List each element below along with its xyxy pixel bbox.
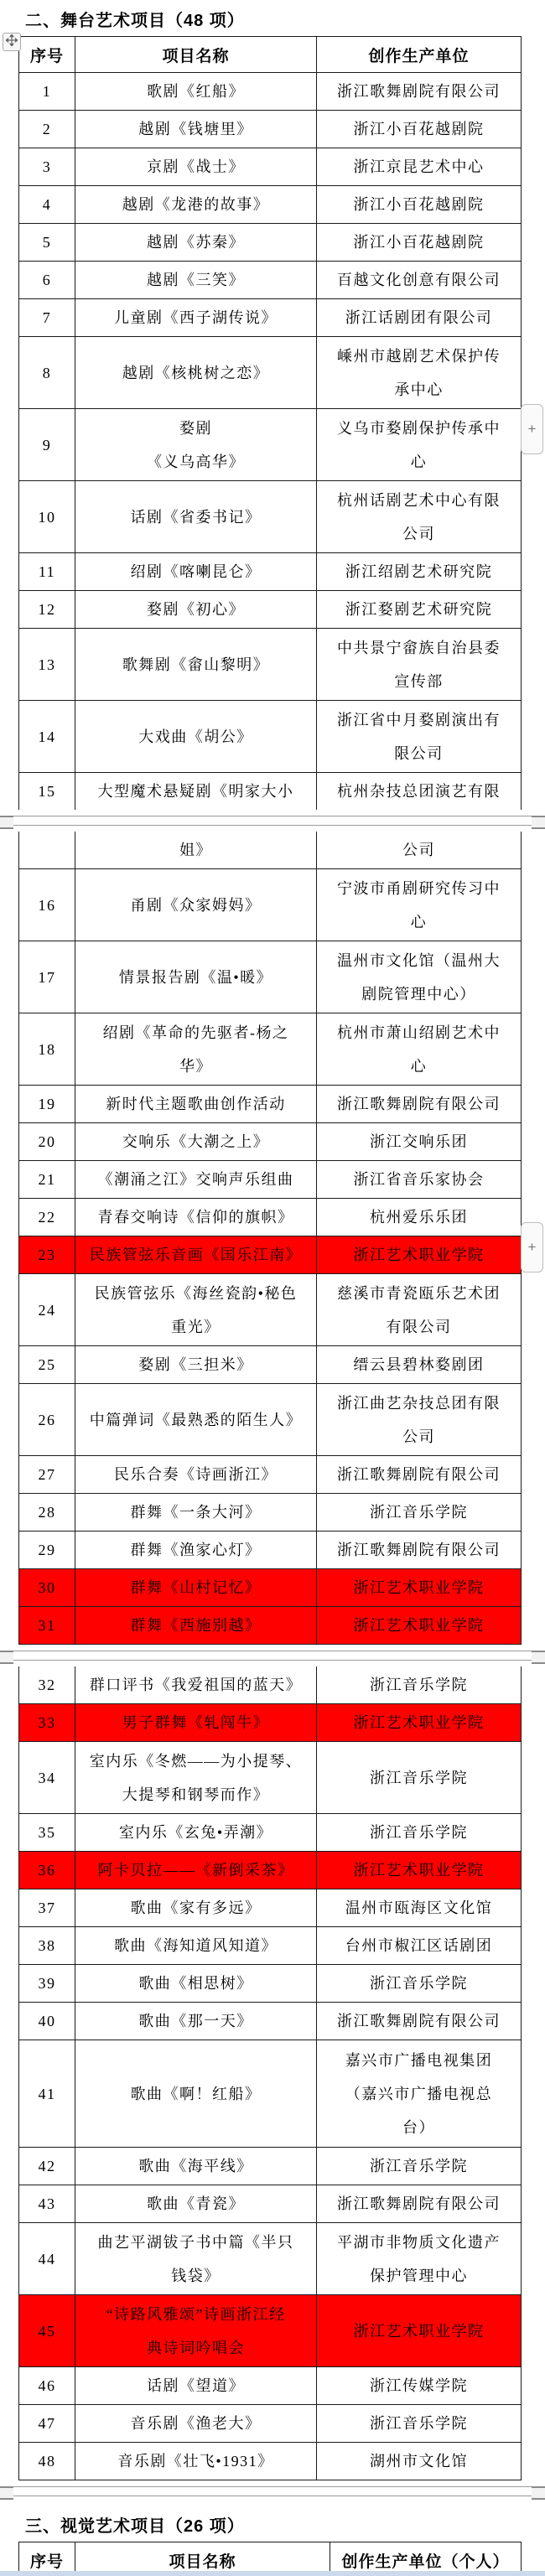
cell-serial: 4 <box>42 196 52 213</box>
cell-project-name: 话剧《望道》 <box>75 2367 316 2404</box>
table-row <box>18 1965 522 2003</box>
cell-project-name: 男子群舞《轧闯牛》 <box>75 1704 316 1741</box>
cell-project-name: 歌舞剧《畲山黎明》 <box>75 629 316 700</box>
cell-producer: 杭州市萧山绍剧艺术中 心 <box>316 1013 521 1085</box>
cell-producer: 浙江音乐学院 <box>316 1666 521 1703</box>
header-producer: 创作生产单位 <box>316 37 521 72</box>
cell-project-name: 歌曲《那一天》 <box>75 2003 316 2040</box>
table-row <box>18 1494 522 1532</box>
cell-producer: 台州市椒江区话剧团 <box>316 1927 521 1964</box>
cell-project-name: 京剧《战士》 <box>75 148 316 185</box>
cell-project-name: 大戏曲《胡公》 <box>75 701 316 772</box>
cell-project-name: 儿童剧《西子湖传说》 <box>75 299 316 336</box>
cell-producer: 浙江小百花越剧院 <box>316 224 521 261</box>
table-row <box>18 629 522 701</box>
cell-serial: 21 <box>38 1171 56 1188</box>
cell-project-name: 新时代主题歌曲创作活动 <box>75 1086 316 1122</box>
cell-serial: 10 <box>38 508 56 526</box>
table-row <box>18 1569 522 1607</box>
cell-producer: 杭州话剧艺术中心有限 公司 <box>316 481 521 552</box>
cell-serial: 22 <box>38 1209 56 1226</box>
cell-project-name: 《潮涌之江》交响声乐组曲 <box>75 1161 316 1198</box>
cell-serial: 6 <box>42 272 52 288</box>
cell-producer: 浙江婺剧艺术研究院 <box>316 591 521 628</box>
table-row <box>18 773 522 810</box>
cell-producer: 缙云县碧林婺剧团 <box>316 1346 521 1383</box>
cell-project-name: 群舞《渔家心灯》 <box>75 1532 316 1568</box>
cell-serial: 38 <box>38 1937 56 1954</box>
cell-project-name: 歌曲《相思树》 <box>75 1965 316 2002</box>
cell-serial: 34 <box>38 1769 56 1786</box>
cell-producer: 湖州市文化馆 <box>316 2443 521 2480</box>
cell-serial: 32 <box>38 1677 56 1693</box>
cell-producer: 浙江艺术职业学院 <box>316 1607 521 1644</box>
table-row <box>18 1814 522 1852</box>
cell-producer: 嵊州市越剧艺术保护传 承中心 <box>316 337 521 408</box>
table-row <box>18 869 522 941</box>
cell-project-name: 阿卡贝拉——《新倒采茶》 <box>75 1852 316 1889</box>
cell-project-name: 歌曲《啊！红船》 <box>75 2040 316 2147</box>
cell-producer: 浙江艺术职业学院 <box>316 2295 521 2366</box>
cell-producer: 百越文化创意有限公司 <box>316 262 521 298</box>
table-row <box>18 1384 522 1456</box>
cell-producer: 杭州杂技总团演艺有限 <box>316 773 521 810</box>
table-row <box>18 1532 522 1569</box>
cell-producer: 浙江交响乐团 <box>316 1123 521 1160</box>
header-serial: 序号 <box>29 2553 64 2571</box>
table-row <box>18 1199 522 1236</box>
cell-producer: 浙江歌舞剧院有限公司 <box>316 1086 521 1122</box>
stage-art-table <box>0 36 545 2502</box>
cell-producer: 浙江音乐学院 <box>316 1965 521 2002</box>
cell-serial: 27 <box>38 1466 56 1483</box>
cell-producer: 浙江艺术职业学院 <box>316 1569 521 1606</box>
table-row <box>18 1742 522 1814</box>
header-project-name: 项目名称 <box>75 37 316 72</box>
table-row <box>18 1013 522 1086</box>
cell-serial: 36 <box>38 1862 56 1879</box>
window-bottom-edge <box>0 2571 545 2576</box>
table-row <box>18 481 522 553</box>
table-move-handle[interactable] <box>3 33 21 51</box>
cell-producer: 浙江音乐学院 <box>316 2405 521 2442</box>
cell-serial: 29 <box>38 1542 56 1558</box>
cell-serial: 47 <box>38 2415 56 2432</box>
table-row <box>18 2148 522 2185</box>
table-row <box>18 2003 522 2040</box>
table-row <box>18 337 522 409</box>
cell-producer: 宁波市甬剧研究传习中 心 <box>316 869 521 941</box>
section-title-stage-art: 二、舞台艺术项目（48 项） <box>25 12 245 30</box>
cell-serial: 13 <box>38 656 56 673</box>
cell-project-name: 话剧《省委书记》 <box>75 481 316 552</box>
table-row <box>18 1274 522 1346</box>
cell-project-name: 姐》 <box>75 832 316 868</box>
table-row <box>18 262 522 299</box>
cell-serial: 41 <box>38 2085 56 2102</box>
cell-serial: 48 <box>38 2453 56 2470</box>
cell-project-name: 越剧《钱塘里》 <box>75 111 316 148</box>
cell-project-name: 群口评书《我爱祖国的蓝天》 <box>75 1666 316 1703</box>
cell-producer: 浙江省音乐家协会 <box>316 1161 521 1198</box>
cell-producer: 义乌市婺剧保护传承中 心 <box>316 409 521 480</box>
cell-producer: 浙江音乐学院 <box>316 1494 521 1531</box>
cell-project-name: 群舞《一条大河》 <box>75 1494 316 1531</box>
table-row <box>18 941 522 1013</box>
cell-project-name: 室内乐《冬燃——为小提琴、 大提琴和钢琴而作》 <box>75 1742 316 1813</box>
table-row <box>18 1346 522 1384</box>
cell-producer: 公司 <box>316 832 521 868</box>
cell-project-name: 中篇弹词《最熟悉的陌生人》 <box>75 1384 316 1455</box>
cell-serial: 5 <box>42 234 52 251</box>
table-row <box>18 1889 522 1927</box>
cell-serial: 28 <box>38 1504 56 1521</box>
cell-producer: 浙江曲艺杂技总团有限 公司 <box>316 1384 521 1455</box>
cell-serial: 26 <box>38 1411 56 1428</box>
cell-project-name: 越剧《龙港的故事》 <box>75 186 316 223</box>
cell-serial: 33 <box>38 1714 56 1731</box>
table-row <box>18 1852 522 1889</box>
cell-project-name: 民族管弦乐《海丝瓷韵•秘色 重光》 <box>75 1274 316 1345</box>
table-row <box>18 409 522 481</box>
cell-serial: 12 <box>38 601 56 618</box>
table-row <box>18 1704 522 1742</box>
stage-table-header-row <box>18 36 522 73</box>
table-row <box>18 832 522 869</box>
cell-producer: 浙江京昆艺术中心 <box>316 148 521 185</box>
cell-producer: 嘉兴市广播电视集团 （嘉兴市广播电视总 台） <box>316 2040 521 2147</box>
cell-project-name: 婺剧 《义乌高华》 <box>75 409 316 480</box>
cell-serial: 40 <box>38 2013 56 2029</box>
expand-button-top[interactable]: + <box>521 404 543 454</box>
cell-serial: 25 <box>38 1356 56 1373</box>
table-row <box>18 73 522 111</box>
table-row <box>18 2185 522 2223</box>
cell-project-name: 婺剧《初心》 <box>75 591 316 628</box>
cell-project-name: 绍剧《喀喇昆仑》 <box>75 553 316 590</box>
cell-project-name: 越剧《三笑》 <box>75 262 316 298</box>
cell-serial: 35 <box>38 1824 56 1841</box>
table-row <box>18 1666 522 1704</box>
table-row <box>18 1161 522 1199</box>
cell-serial: 39 <box>38 1975 56 1992</box>
cell-producer: 杭州爱乐乐团 <box>316 1199 521 1236</box>
cell-serial: 45 <box>38 2322 56 2340</box>
page-break <box>0 1645 545 1666</box>
cell-project-name: 歌曲《家有多远》 <box>75 1889 316 1926</box>
cell-serial: 9 <box>42 436 52 454</box>
table-row <box>18 2405 522 2443</box>
table-row <box>18 1236 522 1274</box>
table-row <box>18 299 522 337</box>
cell-project-name: 交响乐《大潮之上》 <box>75 1123 316 1160</box>
cell-serial: 31 <box>38 1617 56 1634</box>
cell-producer: 浙江小百花越剧院 <box>316 186 521 223</box>
cell-project-name: 大型魔术悬疑剧《明家大小 <box>75 773 316 810</box>
table-row <box>18 1927 522 1965</box>
four-way-arrow-icon <box>6 34 18 50</box>
cell-serial: 16 <box>38 896 56 914</box>
cell-producer: 平湖市非物质文化遗产 保护管理中心 <box>316 2223 521 2294</box>
cell-serial: 7 <box>42 309 52 326</box>
header-serial: 序号 <box>29 47 64 65</box>
cell-producer: 浙江音乐学院 <box>316 1742 521 1813</box>
cell-project-name: 越剧《苏秦》 <box>75 224 316 261</box>
page-break <box>0 2480 545 2502</box>
table-row <box>18 2223 522 2295</box>
cell-serial: 3 <box>42 158 52 175</box>
cell-serial: 30 <box>38 1579 56 1596</box>
cell-project-name: 音乐剧《渔老大》 <box>75 2405 316 2442</box>
cell-producer: 温州市文化馆（温州大 剧院管理中心） <box>316 941 521 1013</box>
cell-serial: 14 <box>38 728 56 745</box>
cell-serial: 42 <box>38 2158 56 2174</box>
table-row <box>18 2295 522 2367</box>
cell-serial: 37 <box>38 1900 56 1916</box>
cell-project-name: 室内乐《玄兔•弄潮》 <box>75 1814 316 1851</box>
cell-producer: 浙江歌舞剧院有限公司 <box>316 73 521 110</box>
cell-producer: 浙江音乐学院 <box>316 2148 521 2185</box>
cell-producer: 浙江小百花越剧院 <box>316 111 521 148</box>
cell-project-name: 甬剧《众家姆妈》 <box>75 869 316 941</box>
cell-producer: 温州市瓯海区文化馆 <box>316 1889 521 1926</box>
cell-project-name: 音乐剧《壮飞•1931》 <box>75 2443 316 2480</box>
cell-serial: 1 <box>42 83 52 100</box>
header-producer: 创作生产单位（个人） <box>330 2542 521 2576</box>
cell-project-name: “诗路风雅颂”诗画浙江经 典诗词吟唱会 <box>75 2295 316 2366</box>
table-row <box>18 148 522 186</box>
cell-producer: 慈溪市青瓷瓯乐艺术团 有限公司 <box>316 1274 521 1345</box>
table-row <box>18 591 522 629</box>
cell-project-name: 婺剧《三担米》 <box>75 1346 316 1383</box>
cell-project-name: 群舞《西施别越》 <box>75 1607 316 1644</box>
table-row <box>18 1086 522 1123</box>
cell-producer: 浙江省中月婺剧演出有 限公司 <box>316 701 521 772</box>
table-row <box>18 1123 522 1161</box>
cell-producer: 浙江话剧团有限公司 <box>316 299 521 336</box>
cell-project-name: 曲艺平湖钹子书中篇《半只 钱袋》 <box>75 2223 316 2294</box>
table-row <box>18 2443 522 2480</box>
table-row <box>18 701 522 773</box>
cell-project-name: 歌曲《青瓷》 <box>75 2185 316 2222</box>
cell-project-name: 民族管弦乐音画《国乐江南》 <box>75 1236 316 1273</box>
table-row <box>18 2367 522 2405</box>
cell-producer: 浙江绍剧艺术研究院 <box>316 553 521 590</box>
cell-serial: 19 <box>38 1096 56 1112</box>
cell-serial: 18 <box>38 1040 56 1058</box>
header-project-name: 项目名称 <box>75 2542 330 2576</box>
cell-project-name: 青春交响诗《信仰的旗帜》 <box>75 1199 316 1236</box>
table-row <box>18 1607 522 1645</box>
cell-serial: 2 <box>42 121 52 137</box>
table-row <box>18 186 522 224</box>
cell-serial: 11 <box>38 563 56 580</box>
cell-serial: 8 <box>42 364 52 381</box>
section-title-visual-art: 三、视觉艺术项目（26 项） <box>25 2517 245 2536</box>
cell-project-name: 歌剧《红船》 <box>75 73 316 110</box>
cell-serial: 23 <box>38 1247 56 1263</box>
cell-project-name: 歌曲《海知道风知道》 <box>75 1927 316 1964</box>
cell-serial: 44 <box>38 2250 56 2268</box>
table-row <box>18 2040 522 2148</box>
expand-button-bottom[interactable]: + <box>521 1222 543 1272</box>
cell-producer: 浙江歌舞剧院有限公司 <box>316 2003 521 2040</box>
cell-project-name: 情景报告剧《温•暖》 <box>75 941 316 1013</box>
cell-producer: 浙江艺术职业学院 <box>316 1852 521 1889</box>
cell-producer: 浙江音乐学院 <box>316 1814 521 1851</box>
table-row <box>18 1456 522 1494</box>
cell-project-name: 群舞《山村记忆》 <box>75 1569 316 1606</box>
table-row <box>18 224 522 262</box>
page-break <box>0 810 545 832</box>
table-row <box>18 111 522 148</box>
cell-producer: 浙江艺术职业学院 <box>316 1704 521 1741</box>
cell-producer: 浙江传媒学院 <box>316 2367 521 2404</box>
cell-producer: 浙江艺术职业学院 <box>316 1236 521 1273</box>
cell-serial: 43 <box>38 2195 56 2212</box>
cell-producer: 浙江歌舞剧院有限公司 <box>316 2185 521 2222</box>
cell-project-name: 歌曲《海平线》 <box>75 2148 316 2185</box>
stage-table-rows <box>0 73 545 2502</box>
cell-project-name: 越剧《核桃树之恋》 <box>75 337 316 408</box>
cell-serial: 15 <box>38 783 56 800</box>
cell-serial: 46 <box>38 2377 56 2394</box>
cell-producer: 中共景宁畲族自治县委 宣传部 <box>316 629 521 700</box>
table-row <box>18 553 522 591</box>
cell-producer: 浙江歌舞剧院有限公司 <box>316 1532 521 1568</box>
cell-serial: 24 <box>38 1301 56 1319</box>
cell-project-name: 民乐合奏《诗画浙江》 <box>75 1456 316 1493</box>
cell-serial: 20 <box>38 1133 56 1150</box>
cell-project-name: 绍剧《革命的先驱者-杨之 华》 <box>75 1013 316 1085</box>
cell-serial: 17 <box>38 968 56 986</box>
cell-producer: 浙江歌舞剧院有限公司 <box>316 1456 521 1493</box>
cell-serial <box>19 832 75 868</box>
